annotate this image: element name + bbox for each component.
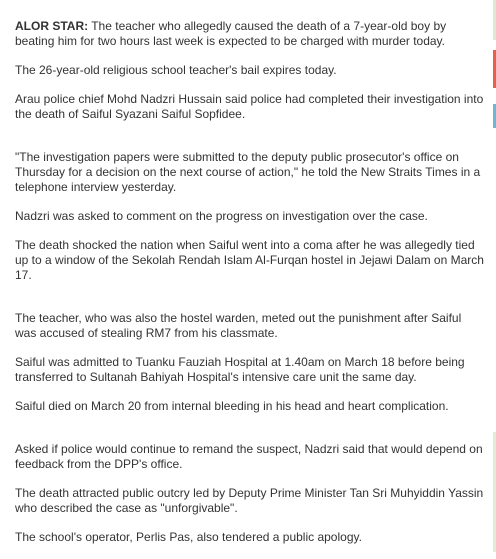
paragraph-death: Saiful died on March 20 from internal bleeding in his head and heart complication. bbox=[15, 399, 449, 413]
dateline: ALOR STAR: bbox=[15, 19, 89, 33]
paragraph-police-chief: Arau police chief Mohd Nadzri Hussain said police had completed their investigation into the death of Saiful Syazani Saiful Sopfidee. bbox=[15, 92, 484, 121]
lead-text: The teacher who allegedly caused the death of a 7-year-old boy by beating him for two hours last week is expected to be charged with murder today. bbox=[15, 19, 447, 48]
paragraph-remand: Asked if police would continue to remand the suspect, Nadzri said that would depend on feedback from the DPP's office. bbox=[15, 442, 483, 471]
paragraph-outcry: The death attracted public outcry led by Deputy Prime Minister Tan Sri Muhyiddin Yassin who described the case as "unforgivable". bbox=[15, 486, 484, 515]
lead-paragraph bbox=[15, 19, 485, 49]
paragraph-coma: The death shocked the nation when Saiful went into a coma after he was allegedly tied up to a window of the Sekolah Rendah Islam Al-Furqan hostel in Jejawi Dalam on March 17. bbox=[15, 238, 484, 282]
paragraph-warden: The teacher, who was also the hostel warden, meted out the punishment after Saiful was accused of stealing RM7 from his classmate. bbox=[15, 311, 462, 340]
paragraph-investigation-papers: "The investigation papers were submitted to the deputy public prosecutor's office on Thursday for a decision on the next course of action," he told the New Straits Times in a telephone interview yesterday. bbox=[15, 150, 481, 194]
paragraph-progress: Nadzri was asked to comment on the progress on investigation over the case. bbox=[15, 209, 428, 223]
article-body bbox=[15, 19, 485, 559]
paragraph-hospital: Saiful was admitted to Tuanku Fauziah Hospital at 1.40am on March 18 before being transferred to Sultanah Bahiyah Hospital's intensive care unit the same day. bbox=[15, 355, 465, 384]
paragraph-bail: The 26-year-old religious school teacher's bail expires today. bbox=[15, 63, 337, 77]
paragraph-apology: The school's operator, Perlis Pas, also tendered a public apology. bbox=[15, 530, 362, 544]
